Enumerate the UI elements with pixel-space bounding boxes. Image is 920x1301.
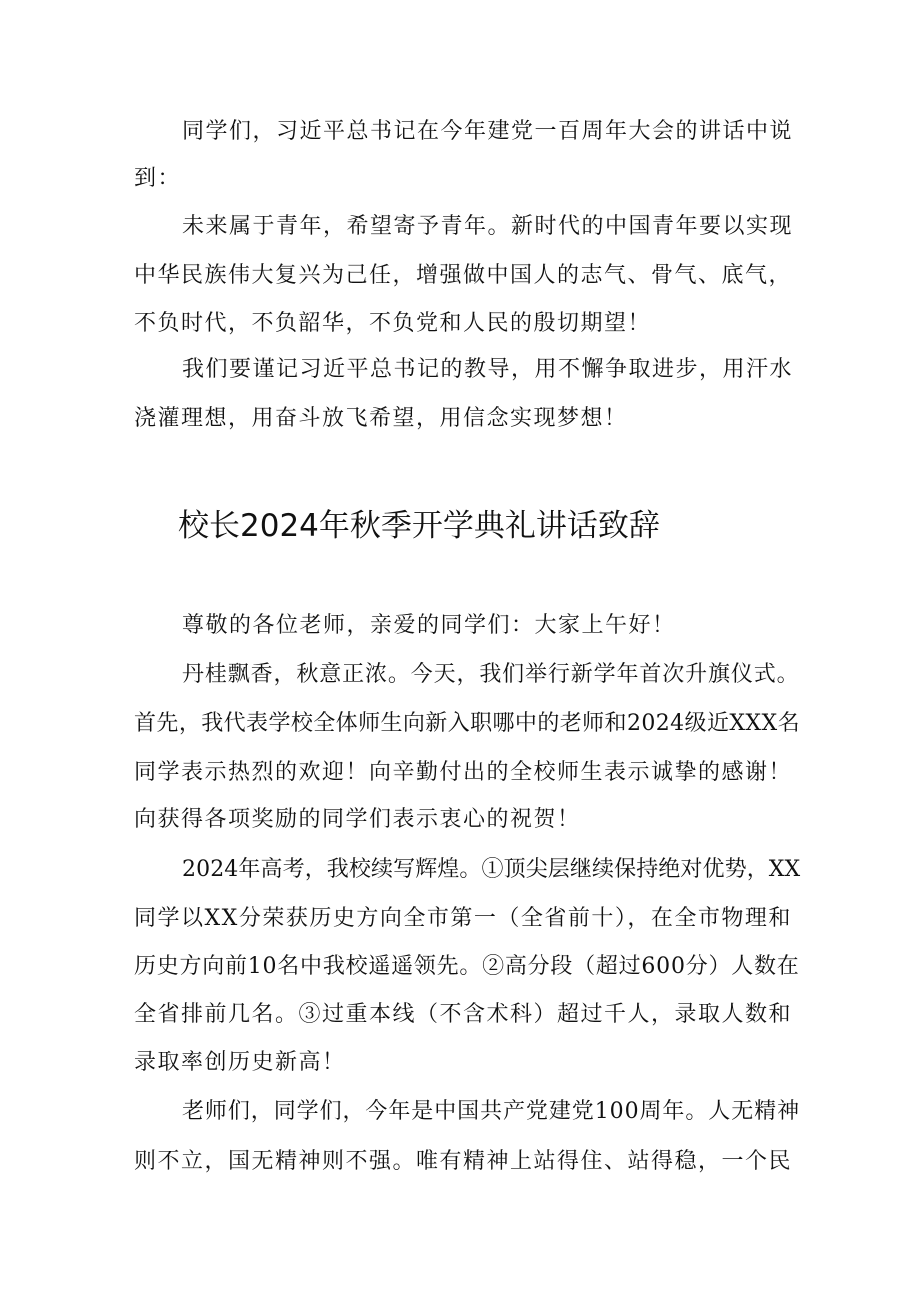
paragraph-line: 不负时代，不负韶华，不负党和人民的殷切期望！ [134,311,652,336]
paragraph-line: 录取率创历史新高！ [134,1050,346,1075]
paragraph-line: 2024年高考，我校续写辉煌。①顶尖层继续保持绝对优势，XX [182,857,801,882]
paragraph-line: 历史方向前10名中我校遥遥领先。②高分段（超过600分）人数在 [134,954,800,979]
paragraph-line: 同学以XX分荣获历史方向全市第一（全省前十），在全市物理和 [134,906,792,931]
paragraph-line: 老师们，同学们，今年是中国共产党建党100周年。人无精神 [182,1099,800,1124]
paragraph-line: 同学们，习近平总书记在今年建党一百周年大会的讲话中说 [182,119,794,144]
section-title: 校长2024年秋季开学典礼讲话致辞 [178,508,660,544]
paragraph-line: 则不立，国无精神则不强。唯有精神上站得住、站得稳，一个民 [134,1149,793,1174]
paragraph-line: 浇灌理想，用奋斗放飞希望，用信念实现梦想！ [134,406,628,431]
paragraph-line: 中华民族伟大复兴为己任，增强做中国人的志气、骨气、底气， [134,263,793,288]
paragraph-line: 未来属于青年，希望寄予青年。新时代的中国青年要以实现 [182,214,794,239]
paragraph-line: 全省排前几名。③过重本线（不含术科）超过千人，录取人数和 [134,1002,793,1027]
paragraph-line: 同学表示热烈的欢迎！向辛勤付出的全校师生表示诚挚的感谢！ [134,760,793,785]
paragraph-line: 尊敬的各位老师，亲爱的同学们：大家上午好！ [182,613,676,638]
paragraph-line: 到： [134,166,182,191]
paragraph-line: 我们要谨记习近平总书记的教导，用不懈争取进步，用汗水 [182,357,794,382]
paragraph-line: 首先，我代表学校全体师生向新入职哪中的老师和2024级近XXX名 [134,711,800,736]
paragraph-line: 丹桂飘香，秋意正浓。今天，我们举行新学年首次升旗仪式。 [182,662,800,687]
paragraph-line: 向获得各项奖励的同学们表示衷心的祝贺！ [134,807,581,832]
